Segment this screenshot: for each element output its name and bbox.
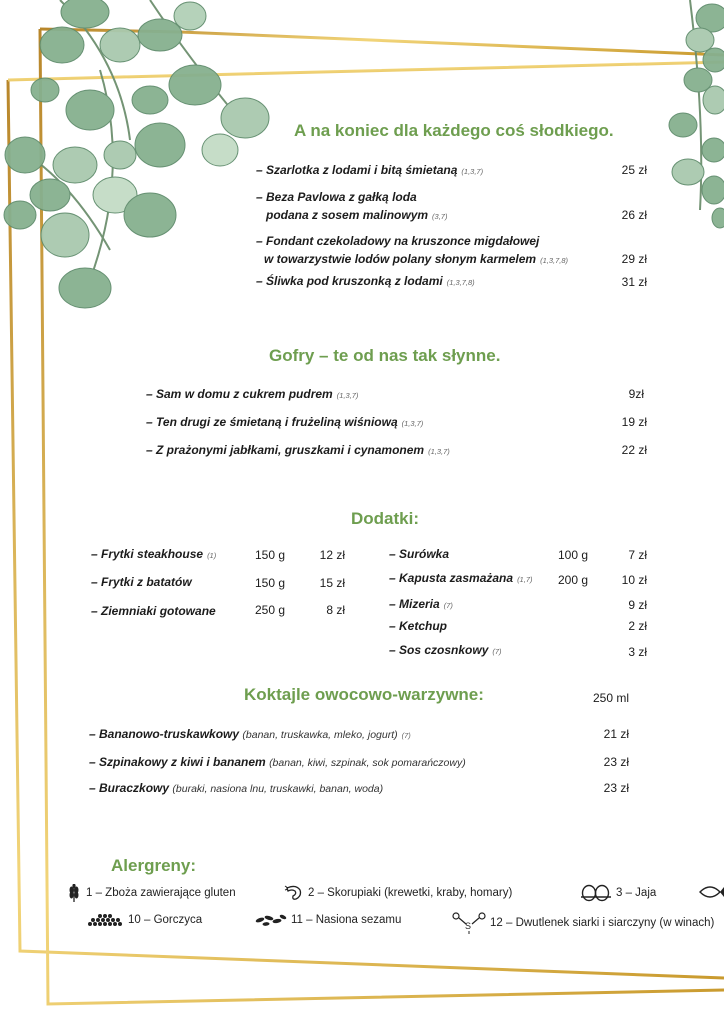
side-qty: 100 g [558, 548, 589, 562]
side-name: – Mizeria [389, 597, 440, 611]
side-item [389, 597, 453, 613]
smoothies-heading: Koktajle owocowo-warzywne: [244, 685, 484, 704]
allergen-legend-item [580, 884, 656, 902]
smoothie-name: – Szpinakowy z kiwi i bananem [89, 755, 266, 769]
side-item [91, 547, 216, 563]
dessert-item-2 [256, 190, 417, 204]
side-name: – Surówka [389, 547, 450, 561]
allergen-codes: (1,3,7) [401, 419, 424, 428]
dessert-name-cont: w towarzystwie lodów polany słonym karmelem [264, 252, 537, 266]
side-qty: 250 g [255, 603, 286, 617]
side-price: 7 zł [628, 548, 647, 562]
side-qty: 150 g [255, 548, 286, 562]
eggs-icon [580, 884, 612, 902]
smoothie-volume: 250 ml [593, 691, 630, 705]
smoothie-item [89, 727, 411, 743]
sides-heading: Dodatki: [351, 509, 419, 528]
side-qty: 200 g [558, 573, 589, 587]
side-item [389, 571, 532, 587]
side-name: – Frytki steakhouse [91, 547, 204, 561]
smoothie-ingredients: (banan, kiwi, szpinak, sok pomarańczowy) [269, 757, 466, 769]
waffle-price: 22 zł [621, 443, 647, 457]
allergen-codes: (1,3,7,8) [446, 278, 475, 287]
side-item [91, 604, 216, 618]
dessert-name: – Beza Pavlowa z gałką loda [256, 190, 417, 204]
dessert-name: – Szarlotka z lodami i bitą śmietaną [256, 163, 458, 177]
side-price: 8 zł [326, 603, 345, 617]
side-name: – Frytki z batatów [91, 575, 192, 589]
allergen-codes: (7) [443, 601, 453, 610]
waffle-price: 9zł [628, 387, 644, 401]
dessert-item-1 [256, 163, 483, 179]
dessert-price: 26 zł [621, 208, 647, 222]
side-item [91, 575, 192, 589]
allergen-codes: (1,3,7) [336, 391, 359, 400]
allergen-codes: (1,3,7) [428, 447, 450, 456]
waffle-price: 19 zł [621, 415, 647, 429]
side-item [389, 547, 449, 561]
desserts-heading: A na koniec dla każdego coś słodkiego. [294, 121, 614, 140]
dessert-name: – Śliwka pod kruszonką z lodami [256, 274, 443, 288]
dessert-item-3-line2 [264, 252, 568, 268]
allergen-label: 11 – Nasiona sezamu [291, 914, 402, 926]
side-name: – Kapusta zasmażana [389, 571, 514, 585]
side-price: 9 zł [628, 598, 647, 612]
allergen-codes: (1,3,7,8) [540, 256, 569, 265]
allergen-label: 3 – Jaja [616, 887, 657, 899]
allergen-codes: (1) [207, 551, 217, 560]
smoothie-price: 23 zł [603, 755, 629, 769]
waffle-item-2 [146, 415, 423, 431]
side-item [389, 619, 447, 633]
allergen-legend-item [452, 912, 714, 934]
allergen-codes: (1,3,7) [461, 167, 484, 176]
side-price: 15 zł [319, 576, 345, 590]
shrimp-icon [284, 884, 304, 902]
mustard-seeds-icon [84, 912, 124, 928]
side-price: 12 zł [319, 548, 345, 562]
side-name: – Ketchup [389, 619, 448, 633]
allergen-codes: (7) [492, 647, 502, 656]
allergen-legend-item [66, 884, 236, 902]
allergen-codes: (3,7) [432, 212, 448, 221]
side-qty: 150 g [255, 576, 286, 590]
waffles-heading: Gofry – te od nas tak słynne. [269, 346, 501, 365]
smoothie-price: 23 zł [603, 781, 629, 795]
smoothie-ingredients: (buraki, nasiona lnu, truskawki, banan, woda) [172, 783, 384, 795]
dessert-price: 25 zł [621, 163, 647, 177]
svg-text:S: S [465, 921, 472, 931]
allergen-legend-item [84, 912, 202, 928]
waffle-name: – Ten drugi ze śmietaną i frużeliną wiśniową [146, 415, 398, 429]
side-name: – Sos czosnkowy [389, 643, 489, 657]
allergen-legend-item [284, 884, 512, 902]
smoothie-price: 21 zł [603, 727, 629, 741]
side-price: 3 zł [628, 645, 647, 659]
wheat-icon [66, 884, 82, 902]
dessert-item-2-line2 [266, 208, 447, 224]
allergen-codes: (7) [401, 731, 411, 740]
side-name: – Ziemniaki gotowane [91, 604, 216, 618]
smoothie-name: – Buraczkowy [89, 781, 170, 795]
sesame-icon [255, 912, 287, 928]
dessert-price: 31 zł [621, 275, 647, 289]
fish-icon [698, 882, 724, 902]
side-price: 2 zł [628, 619, 647, 633]
allergen-legend-item [255, 912, 401, 928]
allergen-label: 2 – Skorupiaki (krewetki, kraby, homary) [308, 887, 513, 899]
dessert-item-4 [256, 274, 475, 290]
smoothie-name: – Bananowo-truskawkowy [89, 727, 240, 741]
allergens-heading: Alergreny: [111, 856, 197, 875]
dessert-price: 29 zł [621, 252, 647, 266]
allergen-codes: (1,7) [517, 575, 533, 584]
smoothie-item [89, 755, 466, 770]
smoothie-item [89, 781, 383, 796]
waffle-item-1 [146, 387, 358, 403]
waffle-item-3 [146, 443, 450, 459]
dessert-item-3 [256, 234, 539, 248]
allergen-label: 1 – Zboża zawierające gluten [86, 887, 236, 899]
dessert-name: – Fondant czekoladowy na kruszonce migdałowej [256, 234, 540, 248]
side-price: 10 zł [621, 573, 647, 587]
side-item [389, 643, 502, 659]
waffle-name: – Z prażonymi jabłkami, gruszkami i cynamonem [146, 443, 425, 457]
allergen-label: 12 – Dwutlenek siarki i siarczyny (w winach) [490, 917, 715, 929]
smoothie-ingredients: (banan, truskawka, mleko, jogurt) [242, 729, 398, 741]
sulphite-icon [452, 912, 486, 934]
waffle-name: – Sam w domu z cukrem pudrem [146, 387, 333, 401]
allergen-label: 10 – Gorczyca [128, 914, 203, 926]
dessert-name-cont: podana z sosem malinowym [266, 208, 429, 222]
